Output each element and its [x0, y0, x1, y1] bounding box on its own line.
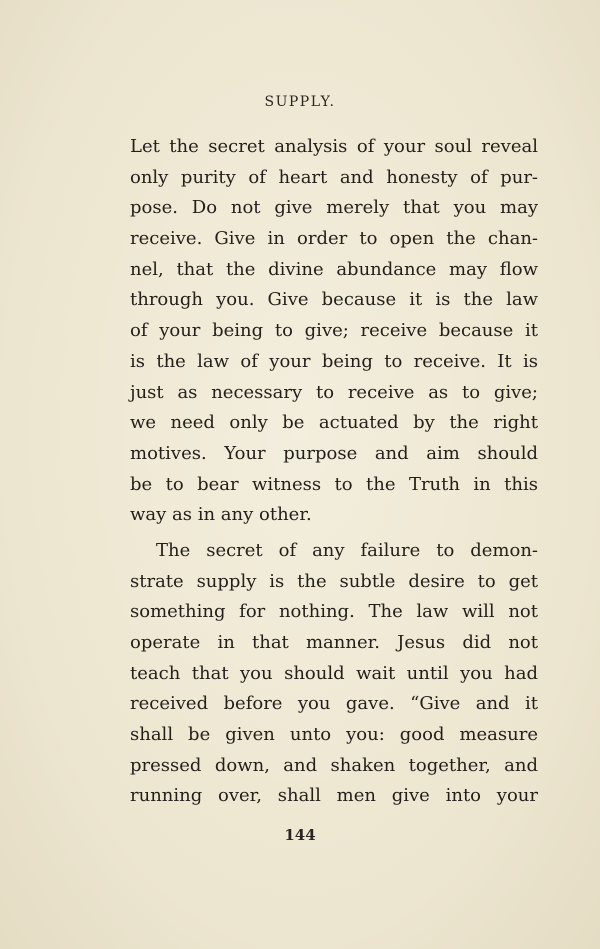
text-line: nel, that the divine abundance may flow: [130, 258, 538, 280]
text-line: received before you gave. “Give and it: [130, 693, 538, 715]
text-line: motives. Your purpose and aim should: [130, 442, 538, 464]
text-line: pose. Do not give merely that you may: [130, 197, 538, 219]
paragraph-2: [130, 536, 538, 812]
text-line: way as in any other.: [130, 504, 312, 526]
text-line: pressed down, and shaken together, and: [130, 754, 538, 776]
text-line: we need only be actuated by the right: [130, 412, 538, 434]
paragraph-1: [130, 132, 538, 531]
text-line: be to bear witness to the Truth in this: [130, 473, 538, 495]
page-number: 144: [284, 826, 316, 844]
text-line: The secret of any failure to demon-: [156, 539, 538, 561]
text-line: only purity of heart and honesty of pur-: [130, 166, 538, 188]
text-line: shall be given unto you: good measure: [130, 724, 538, 746]
running-header: SUPPLY.: [264, 94, 336, 110]
text-line: teach that you should wait until you had: [130, 662, 538, 684]
text-line: is the law of your being to receive. It is: [130, 350, 538, 372]
text-line: through you. Give because it is the law: [130, 289, 538, 311]
text-line: just as necessary to receive as to give;: [130, 381, 538, 403]
text-line: Let the secret analysis of your soul reveal: [130, 136, 538, 157]
body-text: [130, 132, 538, 812]
text-line: running over, shall men give into your: [130, 785, 538, 807]
text-line: operate in that manner. Jesus did not: [130, 632, 538, 653]
text-line: strate supply is the subtle desire to get: [130, 570, 538, 592]
text-line: something for nothing. The law will not: [130, 601, 538, 623]
text-line: receive. Give in order to open the chan-: [130, 228, 538, 250]
text-line: of your being to give; receive because it: [130, 320, 538, 342]
